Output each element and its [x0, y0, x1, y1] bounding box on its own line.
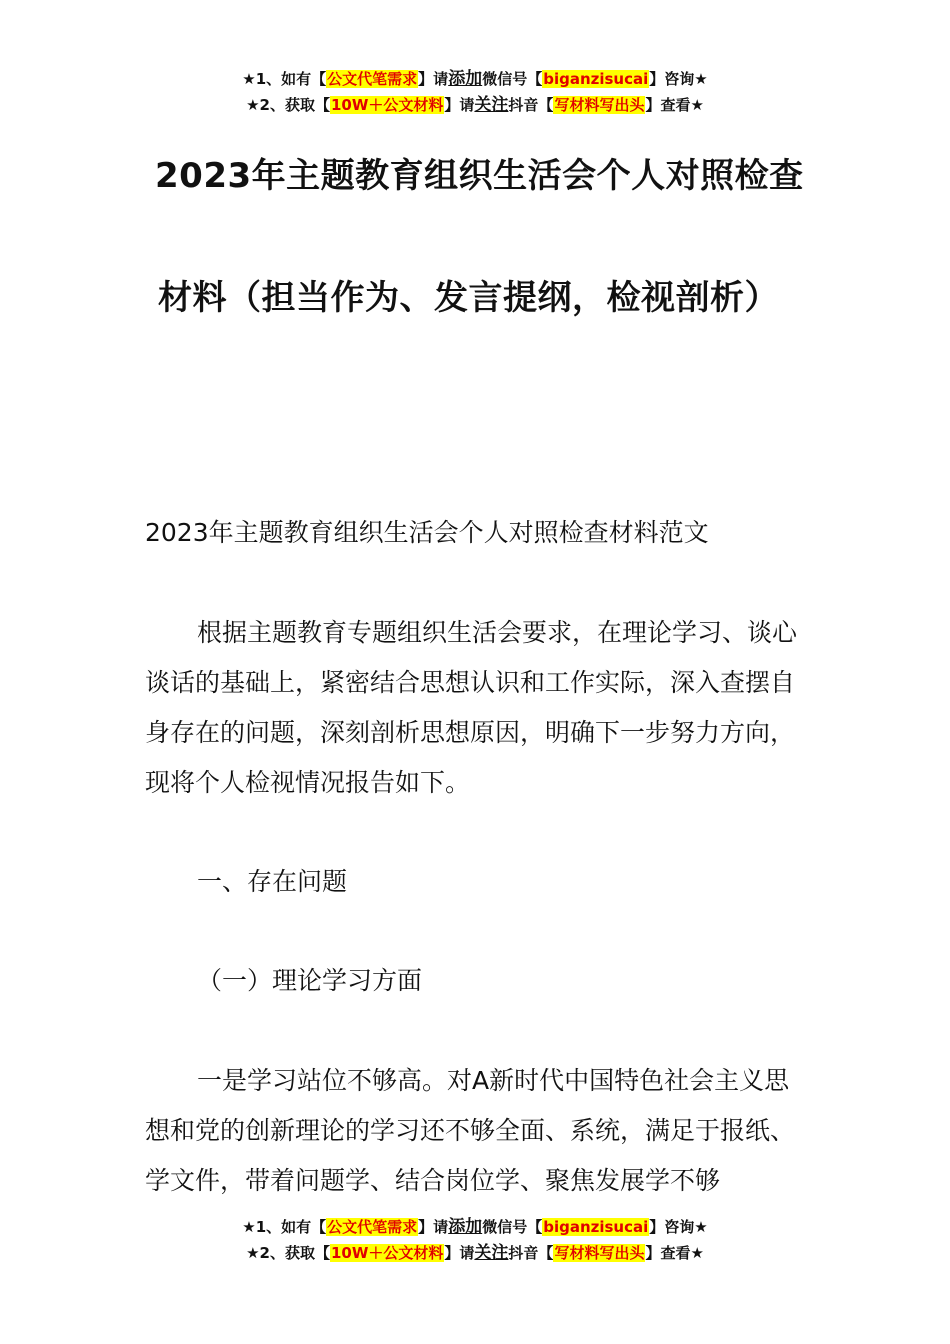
wechat-id: biganzisucai [543, 1218, 649, 1236]
subsection-heading: （一）理论学习方面 [197, 966, 423, 995]
banner-line-2: ★2、获取【10W＋公文材料】请关注抖音【写材料写出头】查看★ [246, 1243, 704, 1263]
banner-line-1: ★1、如有【公文代笔需求】请添加微信号【biganzisucai】咨询★ [242, 69, 708, 89]
document-title-line-1: 2023年主题教育组织生活会个人对照检查 [155, 156, 804, 196]
footer-banner [0, 1214, 950, 1266]
douyin-account: 写材料写出头 [554, 1244, 645, 1262]
highlight-materials: 10W＋公文材料 [330, 1244, 444, 1262]
highlight-materials: 10W＋公文材料 [330, 96, 444, 114]
douyin-account: 写材料写出头 [554, 96, 645, 114]
intro-paragraph: 根据主题教育专题组织生活会要求，在理论学习、谈心谈话的基础上，紧密结合思想认识和工作实际，深入查摆自身存在的问题，深刻剖析思想原因，明确下一步努力方向，现将个人检视情况报告如下。 [145, 618, 798, 797]
banner-line-2: ★2、获取【10W＋公文材料】请关注抖音【写材料写出头】查看★ [246, 95, 704, 115]
highlight-service: 公文代笔需求 [327, 1218, 418, 1236]
highlight-service: 公文代笔需求 [327, 70, 418, 88]
header-banner [0, 66, 950, 118]
wechat-id: biganzisucai [543, 70, 649, 88]
section-heading: 一、存在问题 [197, 867, 348, 896]
document-title-line-2: 材料（担当作为、发言提纲，检视剖析） [158, 278, 779, 318]
document-subtitle: 2023年主题教育组织生活会个人对照检查材料范文 [145, 518, 709, 547]
point-paragraph: 一是学习站位不够高。对A新时代中国特色社会主义思想和党的创新理论的学习还不够全面、系统，满足于报纸、学文件，带着问题学、结合岗位学、聚焦发展学不够 [145, 1066, 796, 1195]
banner-line-1: ★1、如有【公文代笔需求】请添加微信号【biganzisucai】咨询★ [242, 1217, 708, 1237]
